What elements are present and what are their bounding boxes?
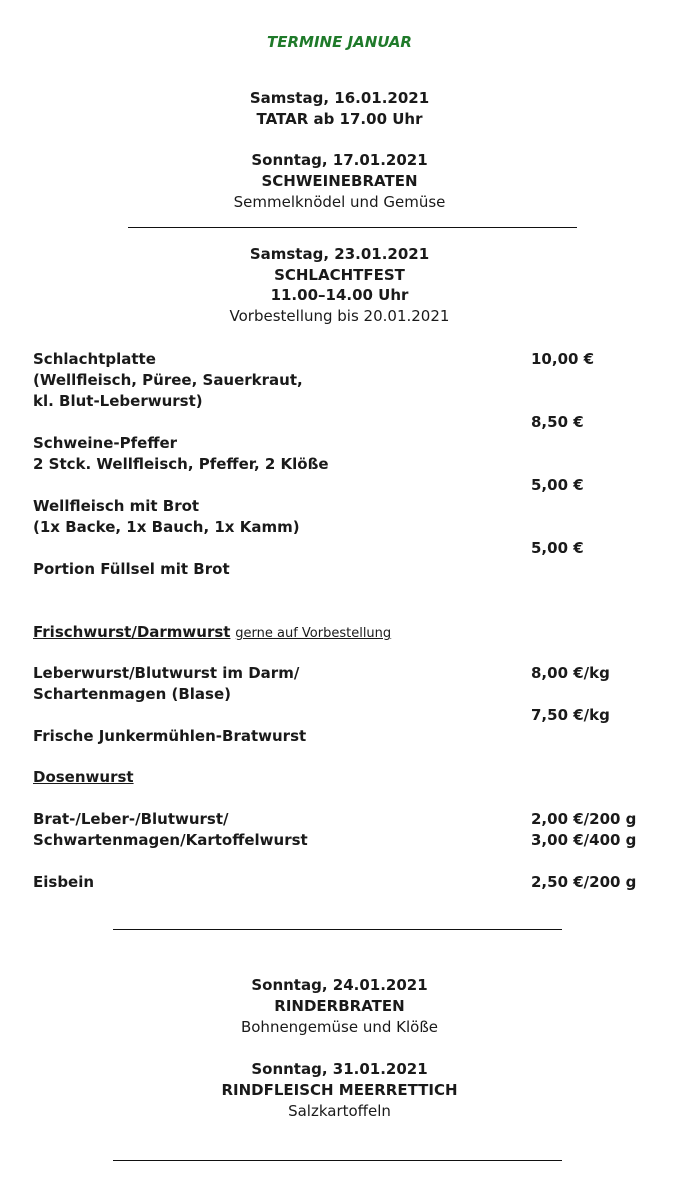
event-date: Sonntag, 24.01.2021: [251, 976, 428, 994]
menu-item-price: 8,50 €: [531, 413, 584, 431]
menu-item-line: (1x Backe, 1x Bauch, 1x Kamm): [33, 518, 300, 536]
event-date: Sonntag, 31.01.2021: [251, 1060, 428, 1078]
menu-item-line: Eisbein: [33, 873, 95, 891]
event-side: Salzkartoffeln: [288, 1102, 391, 1120]
section-heading-note: gerne auf Vorbestellung: [235, 626, 392, 641]
menu-item-price: 5,00 €: [531, 476, 584, 494]
event-dish: TATAR ab 17.00 Uhr: [256, 110, 423, 128]
menu-item-line: Leberwurst/Blutwurst im Darm/: [33, 664, 300, 682]
menu-item-line: Schwartenmagen/Kartoffelwurst: [33, 831, 308, 849]
event-dish: RINDFLEISCH MEERRETTICH: [221, 1081, 458, 1099]
event-side: Semmelknödel und Gemüse: [233, 193, 446, 211]
menu-item-line: (Wellfleisch, Püree, Sauerkraut,: [33, 371, 303, 389]
event-side: Bohnengemüse und Klöße: [240, 1018, 439, 1036]
menu-item-line: Frische Junkermühlen-Bratwurst: [33, 727, 307, 745]
event-note: Vorbestellung bis 20.01.2021: [229, 307, 450, 325]
menu-item-price: 2,50 €/200 g: [531, 873, 637, 891]
event-date: Samstag, 16.01.2021: [249, 89, 430, 107]
divider: [113, 929, 562, 930]
event-date: Sonntag, 17.01.2021: [251, 151, 428, 169]
event-dish: SCHWEINEBRATEN: [261, 172, 418, 190]
menu-item-line: Wellfleisch mit Brot: [33, 497, 200, 515]
menu-item-price: 10,00 €: [531, 350, 595, 368]
menu-item-price: 3,00 €/400 g: [531, 831, 637, 849]
event-dish: RINDERBRATEN: [274, 997, 405, 1015]
section-heading-text: Frischwurst/Darmwurst: [33, 623, 231, 641]
menu-item-price: 8,00 €/kg: [531, 664, 610, 682]
event-title: SCHLACHTFEST: [274, 266, 405, 284]
divider: [128, 227, 577, 228]
event-date: Samstag, 23.01.2021: [249, 245, 430, 263]
event-time: 11.00–14.00 Uhr: [270, 286, 409, 304]
menu-item-line: Portion Füllsel mit Brot: [33, 560, 230, 578]
menu-item-line: kl. Blut-Leberwurst): [33, 392, 203, 410]
menu-item-price: 7,50 €/kg: [531, 706, 610, 724]
menu-item-line: Schlachtplatte: [33, 350, 156, 368]
menu-item-line: Brat-/Leber-/Blutwurst/: [33, 810, 229, 828]
menu-item-price: 2,00 €/200 g: [531, 810, 637, 828]
menu-item-line: Schartenmagen (Blase): [33, 685, 231, 703]
menu-item-price: 5,00 €: [531, 539, 584, 557]
section-heading-frischwurst: [33, 622, 391, 644]
menu-item-line: 2 Stck. Wellfleisch, Pfeffer, 2 Klöße: [33, 455, 329, 473]
menu-item-line: Schweine-Pfeffer: [33, 434, 178, 452]
section-heading-dosenwurst: Dosenwurst: [33, 768, 134, 786]
divider: [113, 1160, 562, 1161]
page-title: TERMINE JANUAR: [267, 33, 412, 51]
